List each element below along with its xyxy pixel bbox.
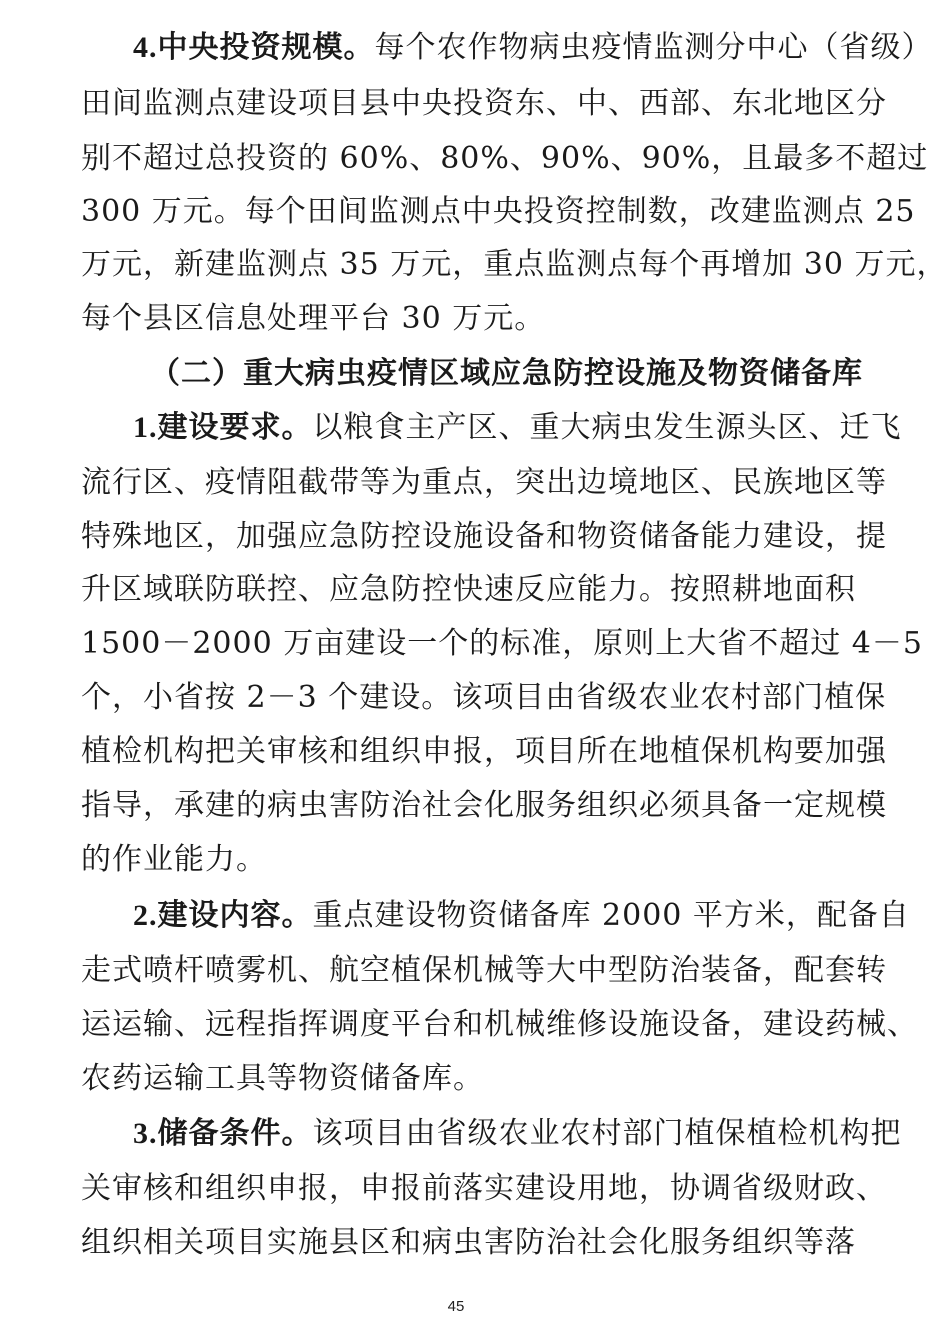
line-text: 重点建设物资储备库 2000 平方米，配备自 [312, 898, 910, 933]
paragraph-line: 流行区、疫情阻截带等为重点，突出边境地区、民族地区等 [81, 465, 887, 500]
line-text: 以粮食主产区、重大病虫发生源头区、迁飞 [312, 410, 902, 445]
paragraph-line: 别不超过总投资的 60%、80%、90%、90%，且最多不超过 [81, 141, 929, 176]
item-lead: 2.建设内容。 [133, 899, 313, 932]
item-lead: 3.储备条件。 [133, 1117, 313, 1150]
paragraph-line: 个，小省按 2－3 个建设。该项目由省级农业农村部门植保 [81, 680, 887, 715]
paragraph-line: 升区域联防联控、应急防控快速反应能力。按照耕地面积 [81, 572, 856, 607]
item-lead: 1.建设要求。 [133, 411, 313, 444]
page-number: 45 [447, 1298, 465, 1315]
paragraph-line [133, 1116, 902, 1152]
paragraph-line: 农药运输工具等物资储备库。 [81, 1061, 484, 1096]
line-text: 每个农作物病虫疫情监测分中心（省级） [374, 30, 933, 65]
paragraph-line: 万元，新建监测点 35 万元，重点监测点每个再增加 30 万元， [81, 247, 948, 282]
section-heading: （二）重大病虫疫情区域应急防控设施及物资储备库 [150, 356, 863, 391]
paragraph-line: 的作业能力。 [81, 842, 267, 877]
item-lead: 4.中央投资规模。 [133, 31, 375, 64]
paragraph-line: 1500－2000 万亩建设一个的标准，原则上大省不超过 4－5 [81, 626, 923, 661]
paragraph-line: 植检机构把关审核和组织申报，项目所在地植保机构要加强 [81, 734, 887, 769]
paragraph-line: 特殊地区，加强应急防控设施设备和物资储备能力建设，提 [81, 519, 887, 554]
paragraph-line: 指导，承建的病虫害防治社会化服务组织必须具备一定规模 [81, 788, 887, 823]
paragraph-line: 走式喷杆喷雾机、航空植保机械等大中型防治装备，配套转 [81, 953, 887, 988]
line-text: 该项目由省级农业农村部门植保植检机构把 [312, 1116, 902, 1151]
paragraph-line [133, 30, 933, 66]
paragraph-line: 300 万元。每个田间监测点中央投资控制数，改建监测点 25 [81, 194, 916, 229]
paragraph-line [133, 898, 910, 934]
paragraph-line: 组织相关项目实施县区和病虫害防治社会化服务组织等落 [81, 1225, 856, 1260]
paragraph-line: 运运输、远程指挥调度平台和机械维修设施设备，建设药械、 [81, 1007, 918, 1042]
paragraph-line: 关审核和组织申报，申报前落实建设用地，协调省级财政、 [81, 1171, 887, 1206]
paragraph-line: 每个县区信息处理平台 30 万元。 [81, 301, 546, 336]
paragraph-line: 田间监测点建设项目县中央投资东、中、西部、东北地区分 [81, 86, 887, 121]
paragraph-line [133, 410, 902, 446]
